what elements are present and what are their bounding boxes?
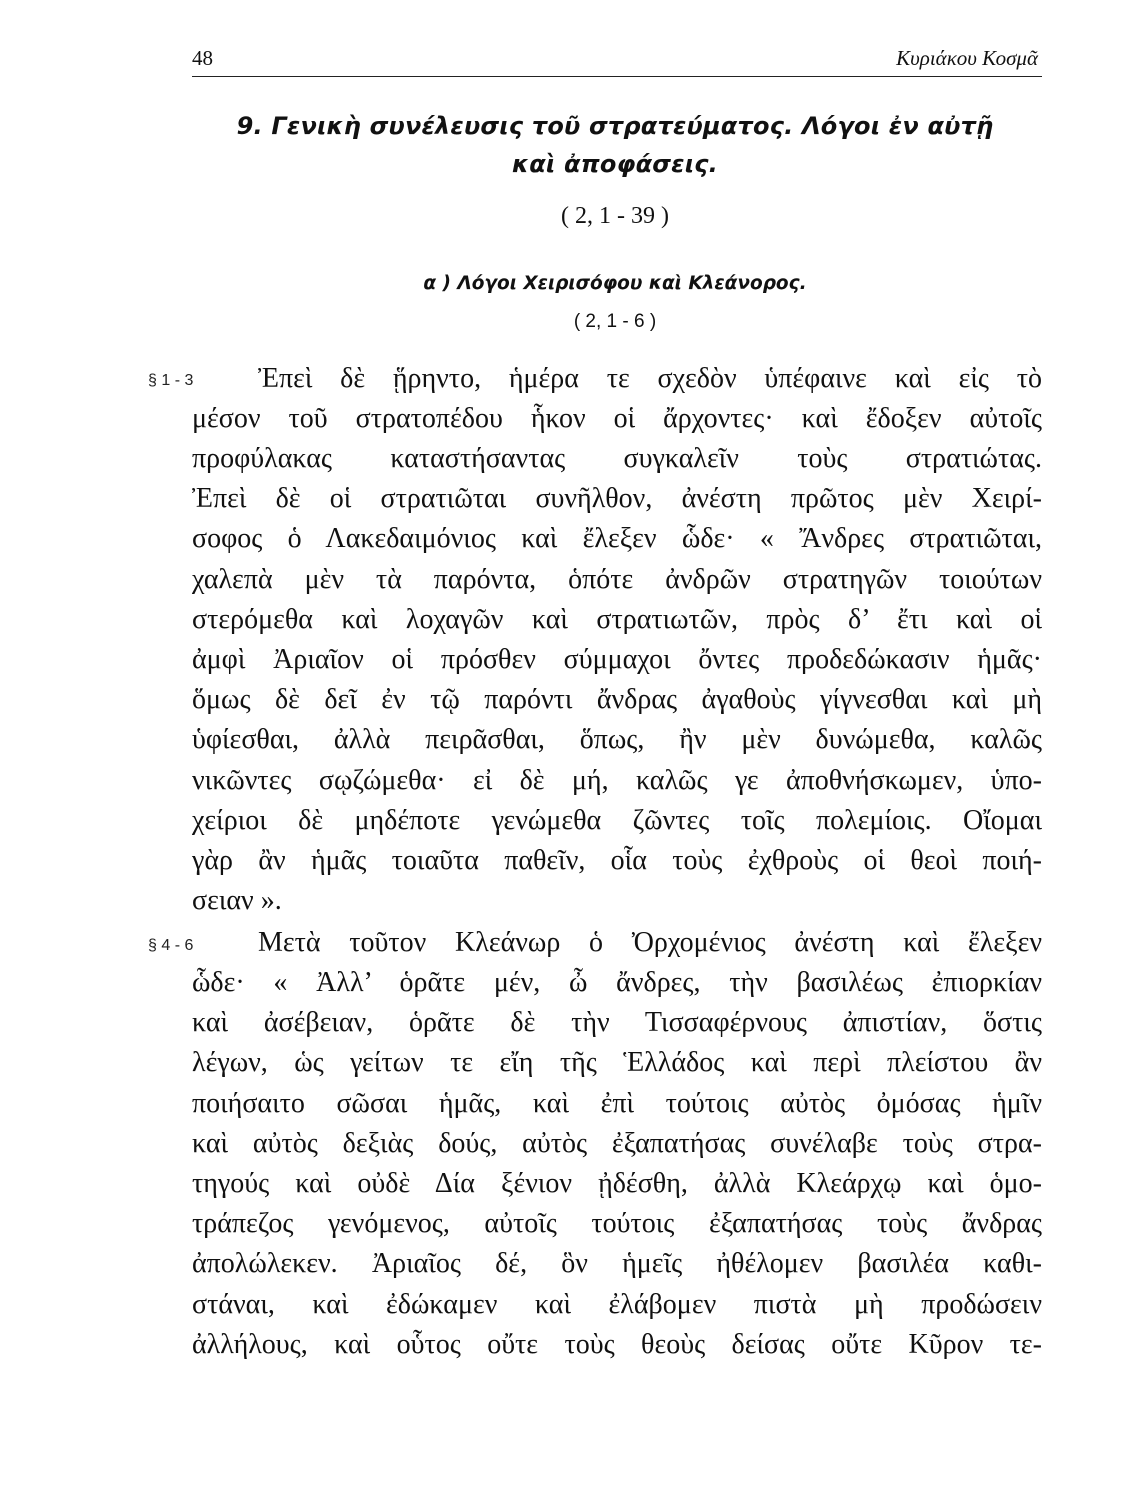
text-line: στάναι, καὶ ἐδώκαμεν καὶ ἐλάβομεν πιστὰ μὴ προδώσειν	[192, 1289, 1042, 1320]
text-line: χείριοι δὲ μηδέποτε γενώμεθα ζῶντες τοῖς πολεμίοις. Οἴομαι	[192, 805, 1042, 836]
chapter-reference: ( 2, 1 - 39 )	[561, 203, 669, 229]
running-header	[192, 42, 1042, 77]
text-line: Ἐπεὶ δὲ οἱ στρατιῶται συνῆλθον, ἀνέστη πρῶτος μὲν Χειρί-	[192, 483, 1042, 514]
chapter-title-line-1: 9. Γενικὴ συνέλευσις τοῦ στρατεύματος. Λόγοι ἐν αὐτῇ	[236, 112, 994, 140]
text-line: γὰρ ἂν ἡμᾶς τοιαῦτα παθεῖν, οἷα τοὺς ἐχθροὺς οἱ θεοὶ ποιή-	[192, 845, 1042, 876]
running-title: Κυριάκου Κοσμᾶ	[896, 46, 1038, 70]
text-line: λέγων, ὡς γείτων τε εἴη τῆς Ἑλλάδος καὶ περὶ πλείστου ἂν	[192, 1047, 1042, 1078]
text-line: στερόμεθα καὶ λοχαγῶν καὶ στρατιωτῶν, πρὸς δ’ ἔτι καὶ οἱ	[192, 604, 1042, 635]
subsection-title: α ) Λόγοι Χειρισόφου καὶ Κλεάνορος.	[423, 273, 807, 294]
section-marker: § 1 - 3	[148, 372, 194, 389]
text-line: σειαν ».	[192, 885, 282, 916]
text-line: ὑφίεσθαι, ἀλλὰ πειρᾶσθαι, ὅπως, ἢν μὲν δυνώμεθα, καλῶς	[192, 724, 1042, 755]
text-line: καὶ αὐτὸς δεξιὰς δούς, αὐτὸς ἐξαπατήσας συνέλαβε τοὺς στρα-	[192, 1128, 1042, 1159]
text-line: τράπεζος γενόμενος, αὐτοῖς τούτοις ἐξαπατήσας τοὺς ἄνδρας	[192, 1208, 1042, 1239]
text-line: ἀμφὶ Ἀριαῖον οἱ πρόσθεν σύμμαχοι ὄντες προδεδώκασιν ἡμᾶς·	[192, 644, 1042, 675]
text-line: ποιήσαιτο σῶσαι ἡμᾶς, καὶ ἐπὶ τούτοις αὐτὸς ὀμόσας ἡμῖν	[192, 1088, 1042, 1119]
subsection-reference: ( 2, 1 - 6 )	[573, 311, 657, 332]
text-line: ἀπολώλεκεν. Ἀριαῖος δέ, ὃν ἡμεῖς ἠθέλομεν βασιλέα καθι-	[192, 1248, 1042, 1279]
text-line: τηγούς καὶ οὐδὲ Δία ξένιον ᾐδέσθη, ἀλλὰ Κλεάρχῳ καὶ ὁμο-	[192, 1168, 1042, 1199]
text-line: Μετὰ τοῦτον Κλεάνωρ ὁ Ὀρχομένιος ἀνέστη καὶ ἔλεξεν	[258, 927, 1042, 958]
text-line: ἀλλήλους, καὶ οὗτος οὔτε τοὺς θεοὺς δείσας οὔτε Κῦρον τε-	[192, 1329, 1042, 1360]
page-number: 48	[192, 46, 213, 70]
text-line: ὅμως δὲ δεῖ ἐν τῷ παρόντι ἄνδρας ἀγαθοὺς γίγνεσθαι καὶ μὴ	[192, 684, 1042, 715]
text-line: προφύλακας καταστήσαντας συγκαλεῖν τοὺς στρατιώτας.	[192, 443, 1042, 474]
text-line: σοφος ὁ Λακεδαιμόνιος καὶ ἔλεξεν ὧδε· « Ἄνδρες στρατιῶται,	[192, 523, 1042, 554]
text-line: χαλεπὰ μὲν τὰ παρόντα, ὁπότε ἀνδρῶν στρατηγῶν τοιούτων	[192, 564, 1042, 595]
text-line: καὶ ἀσέβειαν, ὁρᾶτε δὲ τὴν Τισσαφέρνους ἀπιστίαν, ὅστις	[192, 1007, 1042, 1038]
chapter-title-line-2: καὶ ἀποφάσεις.	[511, 150, 718, 178]
text-line: μέσον τοῦ στρατοπέδου ἧκον οἱ ἄρχοντες· καὶ ἔδοξεν αὐτοῖς	[192, 403, 1042, 434]
section-marker: § 4 - 6	[148, 937, 194, 954]
text-line: Ἐπεὶ δὲ ᾕρηντο, ἡμέρα τε σχεδὸν ὑπέφαινε καὶ εἰς τὸ	[258, 363, 1042, 394]
text-line: ὧδε· « Ἀλλ’ ὁρᾶτε μέν, ὦ ἄνδρες, τὴν βασιλέως ἐπιορκίαν	[192, 967, 1042, 998]
text-line: νικῶντες σῳζώμεθα· εἰ δὲ μή, καλῶς γε ἀποθνήσκωμεν, ὑπο-	[192, 765, 1042, 796]
